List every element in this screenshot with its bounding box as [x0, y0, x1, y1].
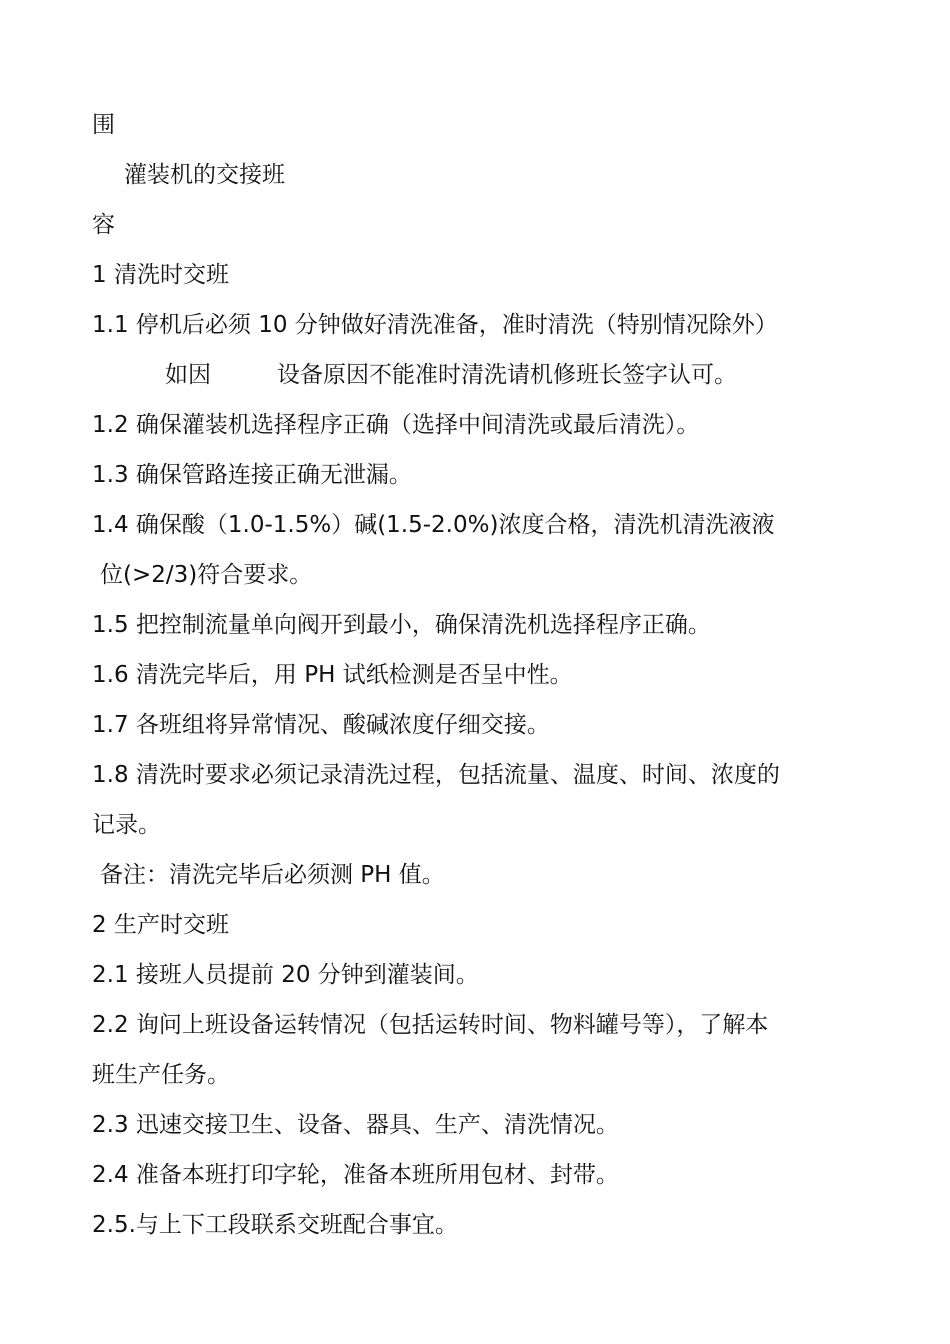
item-2-2: 2.2 询问上班设备运转情况（包括运转时间、物料罐号等），了解本: [92, 1012, 769, 1038]
item-1-4: 1.4 确保酸（1.0-1.5%）碱(1.5-2.0%)浓度合格，清洗机清洗液液: [92, 512, 775, 538]
text-line-content: 容: [92, 212, 115, 238]
item-1-3: 1.3 确保管路连接正确无泄漏。: [92, 462, 412, 488]
item-1-5: 1.5 把控制流量单向阀开到最小，确保清洗机选择程序正确。: [92, 612, 711, 638]
item-2-4: 2.4 准备本班打印字轮，准备本班所用包材、封带。: [92, 1162, 619, 1188]
section-heading-1: 1 清洗时交班: [92, 262, 229, 288]
item-1-1-continued-part1: 如因: [165, 362, 211, 388]
item-1-1-continued: [165, 360, 737, 390]
item-2-5: 2.5.与上下工段联系交班配合事宜。: [92, 1212, 458, 1238]
item-2-3: 2.3 迅速交接卫生、设备、器具、生产、清洗情况。: [92, 1112, 619, 1138]
text-line-title: 灌装机的交接班: [124, 162, 285, 188]
item-1-1-continued-part2: 设备原因不能准时清洗请机修班长签字认可。: [277, 362, 737, 388]
item-1-8: 1.8 清洗时要求必须记录清洗过程，包括流量、温度、时间、浓度的: [92, 762, 780, 788]
note-line: 备注：清洗完毕后必须测 PH 值。: [100, 862, 445, 888]
item-1-6: 1.6 清洗完毕后，用 PH 试纸检测是否呈中性。: [92, 662, 573, 688]
item-2-2-continued: 班生产任务。: [92, 1062, 230, 1088]
item-1-2: 1.2 确保灌装机选择程序正确（选择中间清洗或最后清洗）。: [92, 412, 700, 438]
section-heading-2: 2 生产时交班: [92, 912, 229, 938]
item-2-1: 2.1 接班人员提前 20 分钟到灌装间。: [92, 962, 479, 988]
item-1-4-continued: 位(>2/3)符合要求。: [100, 562, 313, 588]
item-1-1: 1.1 停机后必须 10 分钟做好清洗准备，准时清洗（特别情况除外）: [92, 312, 778, 338]
item-1-8-continued: 记录。: [92, 812, 161, 838]
item-1-7: 1.7 各班组将异常情况、酸碱浓度仔细交接。: [92, 712, 550, 738]
text-line-scope: 围: [92, 112, 115, 138]
